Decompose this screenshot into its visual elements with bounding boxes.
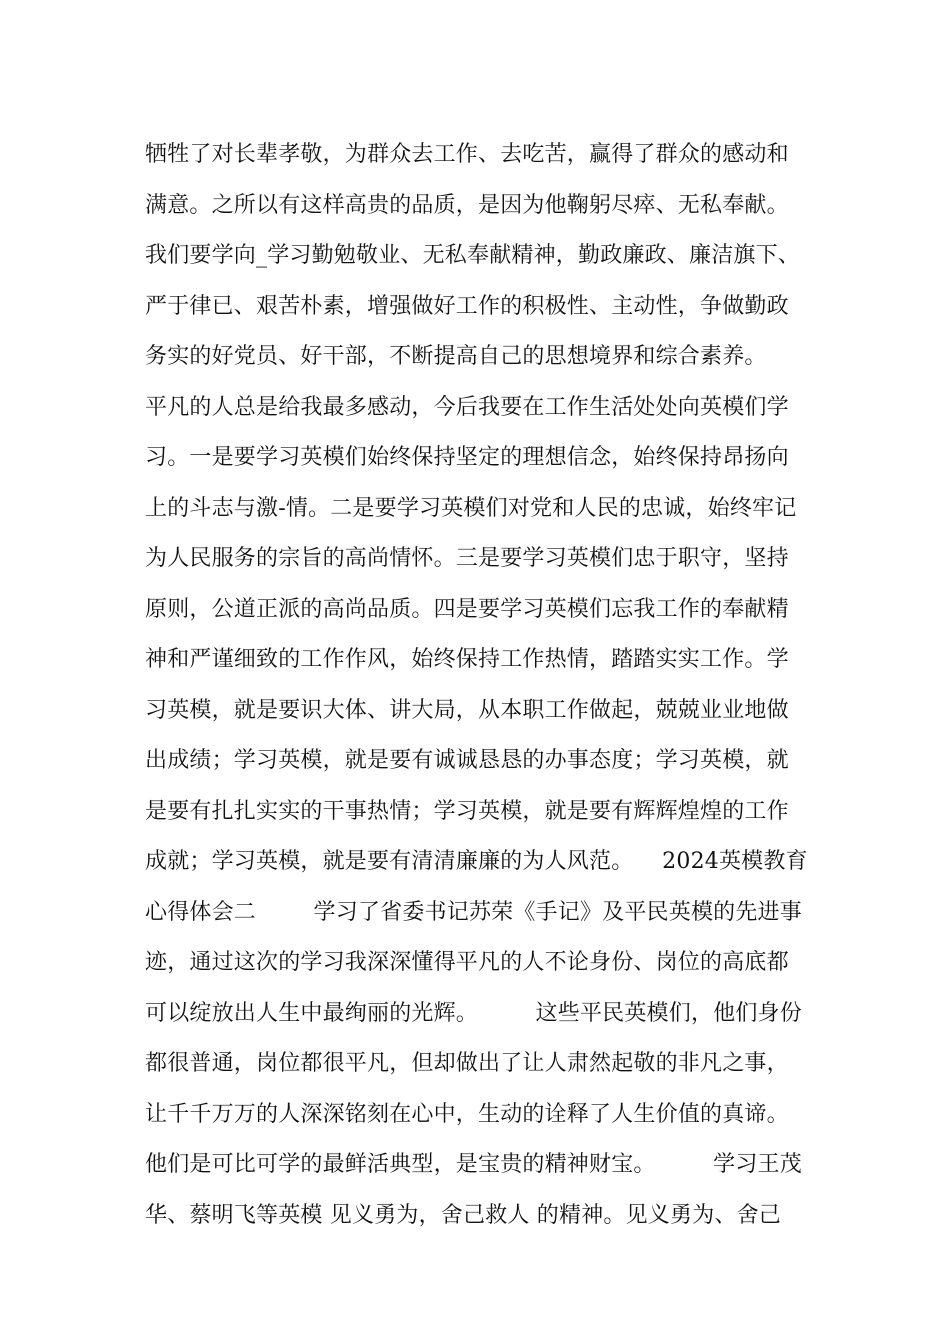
text-line-2: 满意。之所以有这样高贵的品质，是因为他鞠躬尽瘁、无私奉献。 bbox=[145, 192, 789, 218]
text-line-14: 是要有扎扎实实的干事热情；学习英模，就是要有辉辉煌煌的工作 bbox=[145, 798, 789, 824]
text-line-12: 习英模，就是要识大体、讲大局，从本职工作做起，兢兢业业地做 bbox=[145, 697, 789, 723]
text-line-17: 迹，通过这次的学习我深深懂得平凡的人不论身份、岗位的高底都 bbox=[145, 950, 789, 975]
text-line-7: 习。一是要学习英模们始终保持坚定的理想信念，始终保持昂扬向 bbox=[145, 445, 789, 470]
text-line-16: 心得体会二 学习了省委书记苏荣《手记》及平民英模的先进事 bbox=[145, 899, 802, 925]
body-text bbox=[145, 130, 815, 1241]
text-line-15: 成就；学习英模，就是要有清清廉廉的为人风范。 2024英模教育 bbox=[145, 849, 808, 874]
text-line-8: 上的斗志与激-情。二是要学习英模们对党和人民的忠诚，始终牢记 bbox=[145, 495, 797, 521]
text-line-18: 可以绽放出人生中最绚丽的光辉。 这些平民英模们，他们身份 bbox=[145, 1000, 802, 1026]
text-line-5: 务实的好党员、好干部，不断提高自己的思想境界和综合素养。 bbox=[145, 344, 767, 369]
text-line-20: 让千千万万的人深深铭刻在心中，生动的诠释了人生价值的真谛。 bbox=[145, 1101, 789, 1127]
text-line-22: 华、蔡明飞等英模 见义勇为，舍己救人 的精神。见义勇为、舍己 bbox=[145, 1202, 781, 1228]
text-line-10: 原则，公道正派的高尚品质。四是要学习英模们忘我工作的奉献精 bbox=[145, 596, 789, 622]
text-line-1: 牺牲了对长辈孝敬，为群众去工作、去吃苦，赢得了群众的感动和 bbox=[145, 142, 789, 167]
text-line-11: 神和严谨细致的工作作风，始终保持工作热情，踏踏实实工作。学 bbox=[145, 647, 789, 672]
text-line-6: 平凡的人总是给我最多感动，今后我要在工作生活处处向英模们学 bbox=[145, 394, 789, 420]
text-line-4: 严于律已、艰苦朴素，增强做好工作的积极性、主动性，争做勤政 bbox=[145, 293, 789, 319]
text-line-9: 为人民服务的宗旨的高尚情怀。三是要学习英模们忠于职守，坚持 bbox=[145, 546, 789, 571]
text-line-13: 出成绩；学习英模，就是要有诚诚恳恳的办事态度；学习英模，就 bbox=[145, 748, 789, 773]
text-line-21: 他们是可比可学的最鲜活典型，是宝贵的精神财宝。 学习王茂 bbox=[145, 1152, 802, 1177]
text-line-3: 我们要学向_学习勤勉敬业、无私奉献精神，勤政廉政、廉洁旗下、 bbox=[145, 243, 801, 268]
text-line-19: 都很普通，岗位都很平凡，但却做出了让人肃然起敬的非凡之事， bbox=[145, 1051, 789, 1076]
